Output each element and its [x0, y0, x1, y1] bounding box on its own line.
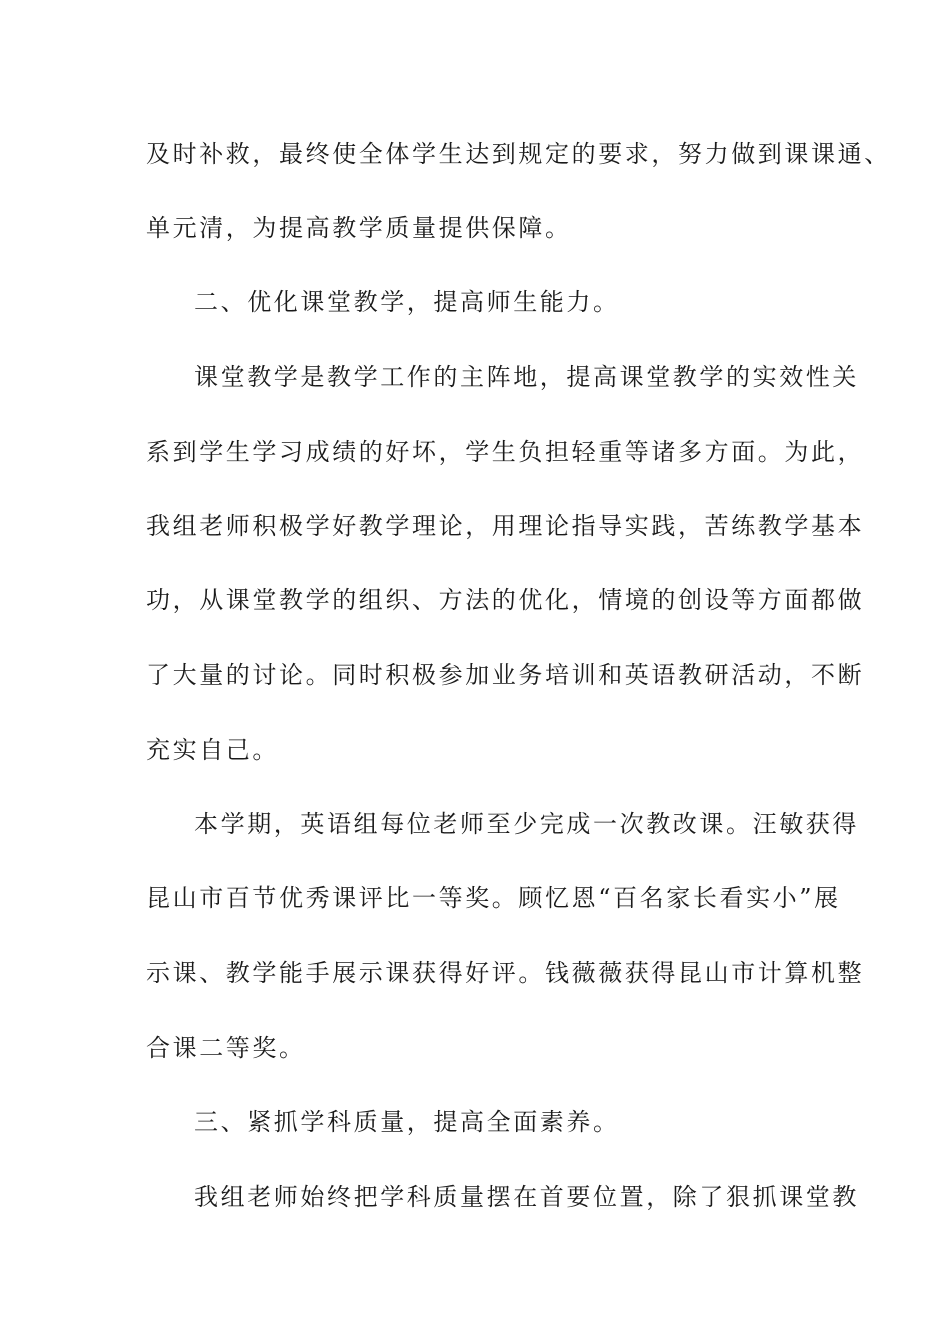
- text-line: 了大量的讨论。同时积极参加业务培训和英语教研活动，不断: [146, 661, 865, 689]
- section-heading: 三、紧抓学科质量，提高全面素养。: [194, 1108, 620, 1136]
- section-heading: 二、优化课堂教学，提高师生能力。: [194, 288, 620, 316]
- text-line: 课堂教学是教学工作的主阵地，提高课堂教学的实效性关: [194, 363, 859, 391]
- text-line: 功，从课堂教学的组织、方法的优化，情境的创设等方面都做: [146, 586, 865, 614]
- text-line: 本学期，英语组每位老师至少完成一次教改课。汪敏获得: [194, 810, 859, 838]
- text-line: 示课、教学能手展示课获得好评。钱薇薇获得昆山市计算机整: [146, 959, 865, 987]
- text-line: 单元清，为提高教学质量提供保障。: [146, 214, 572, 242]
- text-line: 系到学生学习成绩的好坏，学生负担轻重等诸多方面。为此，: [146, 438, 865, 466]
- text-line: 我组老师积极学好教学理论，用理论指导实践，苦练教学基本: [146, 512, 865, 540]
- text-line: 及时补救，最终使全体学生达到规定的要求，努力做到课课通、: [146, 140, 891, 168]
- text-line: 充实自己。: [146, 736, 279, 764]
- text-line: 我组老师始终把学科质量摆在首要位置，除了狠抓课堂教: [194, 1183, 859, 1211]
- text-line: 合课二等奖。: [146, 1034, 306, 1062]
- text-line: 昆山市百节优秀课评比一等奖。顾忆恩“百名家长看实小”展: [146, 884, 841, 912]
